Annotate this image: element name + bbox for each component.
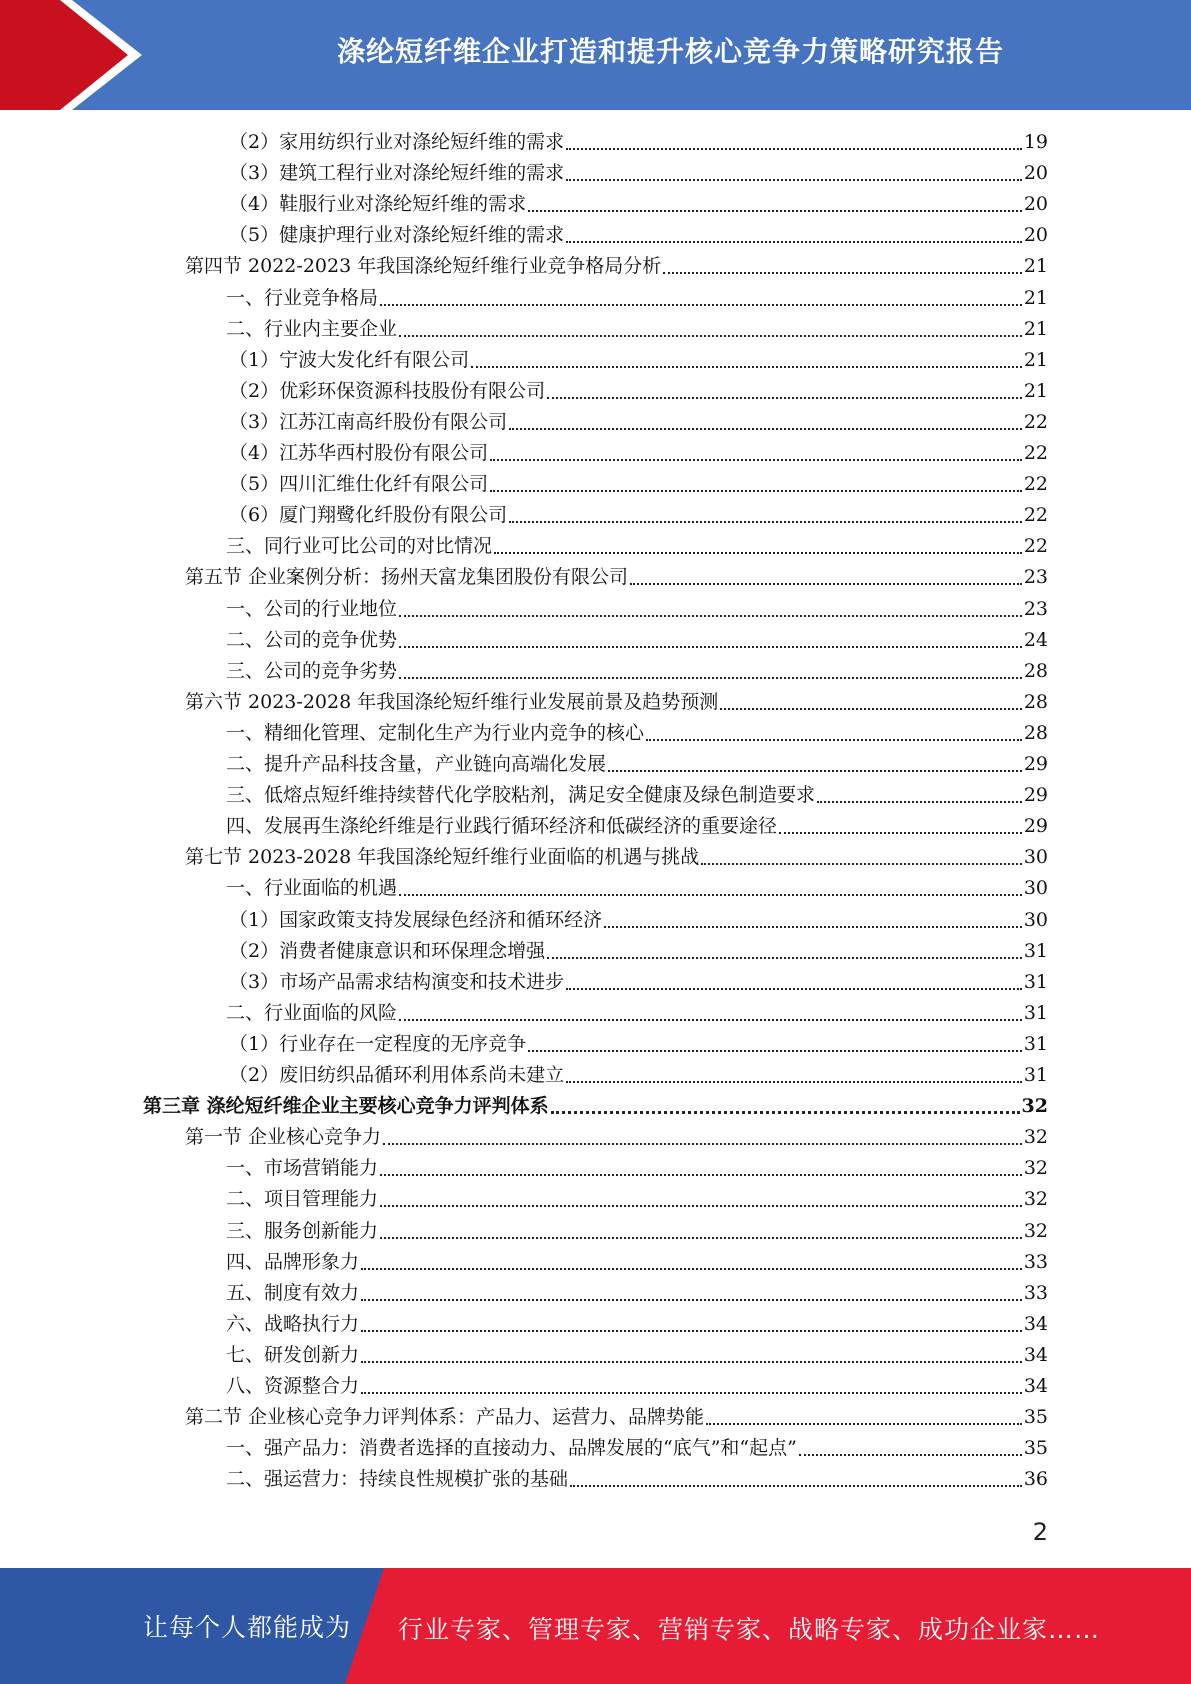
toc-dot-leader	[604, 926, 1022, 928]
toc-entry-page: 28	[1023, 721, 1048, 744]
toc-entry-page: 21	[1023, 317, 1048, 340]
toc-entry-page: 32	[1023, 1188, 1048, 1211]
toc-entry-title: （4）江苏华西村股份有限公司	[229, 442, 489, 464]
toc-entry[interactable]	[226, 1309, 1048, 1340]
toc-section-entry[interactable]	[185, 251, 1048, 282]
toc-entry[interactable]	[229, 469, 1048, 500]
toc-entry[interactable]	[226, 1340, 1048, 1371]
toc-entry-title: （3）建筑工程行业对涤纶短纤维的需求	[229, 162, 565, 185]
toc-entry[interactable]	[226, 1153, 1048, 1184]
toc-entry-title: （5）四川汇维仕化纤有限公司	[229, 473, 489, 496]
toc-entry-title: 二、提升产品科技含量，产业链向高端化发展	[226, 753, 607, 775]
toc-section-entry[interactable]	[185, 1122, 1048, 1153]
toc-dot-leader	[547, 957, 1022, 959]
toc-entry-title: （1）行业存在一定程度的无序竞争	[229, 1032, 527, 1055]
toc-entry-page: 31	[1023, 1001, 1048, 1024]
toc-entry[interactable]	[226, 1184, 1048, 1215]
toc-dot-leader	[399, 1019, 1022, 1021]
toc-entry[interactable]	[229, 220, 1048, 251]
toc-entry-page: 20	[1023, 193, 1048, 216]
toc-entry-page: 32	[1023, 1157, 1048, 1180]
toc-entry-title: 七、研发创新力	[226, 1343, 360, 1366]
toc-entry-page: 35	[1023, 1406, 1048, 1429]
toc-entry-title: 三、服务创新能力	[226, 1219, 379, 1242]
toc-entry-page: 34	[1023, 1343, 1048, 1366]
toc-entry-page: 31	[1023, 1064, 1048, 1086]
toc-dot-leader	[380, 1237, 1022, 1239]
toc-dot-leader	[817, 801, 1022, 803]
toc-entry-title: 第一节 企业核心竞争力	[185, 1126, 382, 1149]
toc-entry-title: （5）健康护理行业对涤纶短纤维的需求	[229, 224, 565, 247]
toc-entry-page: 28	[1023, 659, 1048, 682]
toc-dot-leader	[551, 1111, 1020, 1114]
toc-dot-leader	[399, 677, 1022, 679]
toc-entry-page: 35	[1023, 1437, 1048, 1460]
toc-entry-title: 二、行业内主要企业	[226, 317, 398, 340]
toc-entry-title: 一、精细化管理、定制化生产为行业内竞争的核心	[226, 721, 645, 744]
toc-entry[interactable]	[226, 1371, 1048, 1402]
toc-dot-leader	[720, 708, 1022, 710]
toc-dot-leader	[701, 863, 1022, 865]
toc-entry-page: 22	[1023, 535, 1048, 558]
toc-entry-title: 三、低熔点短纤维持续替代化学胶粘剂，满足安全健康及绿色制造要求	[226, 784, 816, 807]
toc-entry-page: 32	[1021, 1095, 1048, 1118]
toc-entry-title: 一、行业面临的机遇	[226, 877, 398, 900]
toc-entry-page: 29	[1023, 784, 1048, 807]
toc-dot-leader	[779, 832, 1022, 834]
toc-entry-page: 20	[1023, 224, 1048, 247]
footer-slogan-left: 让每个人都能成为	[143, 1613, 352, 1642]
toc-dot-leader	[361, 1392, 1022, 1394]
toc-section-entry[interactable]	[185, 687, 1048, 718]
toc-dot-leader	[566, 1081, 1022, 1083]
toc-entry-title: 二、行业面临的风险	[226, 1001, 398, 1024]
toc-entry[interactable]	[229, 905, 1048, 936]
toc-entry-page: 21	[1023, 286, 1048, 309]
toc-entry-page: 21	[1023, 379, 1048, 402]
toc-entry-title: 第七节 2023-2028 年我国涤纶短纤维行业面临的机遇与挑战	[185, 846, 700, 869]
toc-dot-leader	[509, 428, 1022, 430]
toc-entry[interactable]	[226, 1464, 1048, 1495]
toc-entry-page: 20	[1023, 162, 1048, 185]
toc-entry-title: 四、品牌形象力	[226, 1250, 360, 1273]
toc-dot-leader	[490, 490, 1022, 492]
toc-entry-page: 29	[1023, 753, 1048, 775]
toc-entry-title: 四、发展再生涤纶纤维是行业践行循环经济和低碳经济的重要途径	[226, 815, 778, 838]
toc-dot-leader	[799, 1454, 1022, 1456]
toc-dot-leader	[380, 1174, 1022, 1176]
toc-entry[interactable]	[229, 967, 1048, 998]
toc-entry-title: 三、同行业可比公司的对比情况	[226, 535, 493, 558]
toc-entry-page: 28	[1023, 690, 1048, 713]
toc-dot-leader	[663, 272, 1022, 274]
toc-entry-page: 31	[1023, 939, 1048, 962]
toc-entry-page: 22	[1023, 442, 1048, 464]
toc-dot-leader	[399, 335, 1022, 337]
toc-entry-page: 22	[1023, 504, 1048, 527]
toc-dot-leader	[361, 1268, 1022, 1270]
toc-entry-title: （2）消费者健康意识和环保理念增强	[229, 939, 546, 962]
toc-entry-title: 第二节 企业核心竞争力评判体系：产品力、运营力、品牌势能	[185, 1406, 705, 1429]
toc-entry[interactable]	[226, 873, 1048, 904]
toc-dot-leader	[528, 210, 1022, 212]
toc-dot-leader	[361, 1299, 1022, 1301]
toc-entry-title: （3）江苏江南高纤股份有限公司	[229, 410, 508, 433]
toc-entry-page: 30	[1023, 846, 1048, 869]
toc-entry-title: 三、公司的竞争劣势	[226, 659, 398, 682]
toc-entry-page: 34	[1023, 1312, 1048, 1335]
toc-dot-leader	[528, 1050, 1022, 1052]
chevron-arrow-icon	[0, 0, 160, 110]
toc-dot-leader	[361, 1361, 1022, 1363]
toc-entry[interactable]	[229, 158, 1048, 189]
toc-entry-title: 六、战略执行力	[226, 1312, 360, 1335]
toc-entry-page: 24	[1023, 628, 1048, 651]
toc-entry[interactable]	[229, 376, 1048, 407]
toc-dot-leader	[646, 739, 1022, 741]
toc-dot-leader	[361, 1330, 1022, 1332]
report-title: 涤纶短纤维企业打造和提升核心竞争力策略研究报告	[336, 35, 1004, 68]
toc-entry[interactable]	[229, 127, 1048, 158]
toc-entry-page: 19	[1023, 131, 1048, 153]
toc-entry[interactable]	[229, 345, 1048, 376]
toc-entry-title: 第五节 企业案例分析：扬州天富龙集团股份有限公司	[185, 566, 629, 589]
toc-entry-page: 34	[1023, 1375, 1048, 1397]
toc-entry[interactable]	[226, 283, 1048, 314]
toc-entry[interactable]	[226, 531, 1048, 562]
toc-entry-page: 29	[1023, 815, 1048, 838]
toc-entry-page: 33	[1023, 1250, 1048, 1273]
toc-entry[interactable]	[229, 189, 1048, 220]
toc-entry-title: 二、强运营力：持续良性规模扩张的基础	[226, 1468, 569, 1491]
toc-entry-title: 第三章 涤纶短纤维企业主要核心竞争力评判体系	[143, 1095, 549, 1118]
toc-entry[interactable]	[226, 811, 1048, 842]
toc-entry-title: 第六节 2023-2028 年我国涤纶短纤维行业发展前景及趋势预测	[185, 690, 719, 713]
toc-entry[interactable]	[229, 407, 1048, 438]
toc-entry[interactable]	[226, 1247, 1048, 1278]
toc-entry-page: 22	[1023, 410, 1048, 433]
toc-entry-title: （2）废旧纺织品循环利用体系尚未建立	[229, 1064, 565, 1086]
toc-entry-title: 一、行业竞争格局	[226, 286, 379, 309]
toc-entry-title: （4）鞋服行业对涤纶短纤维的需求	[229, 193, 527, 216]
toc-section-entry[interactable]	[185, 842, 1048, 873]
toc-dot-leader	[608, 770, 1022, 772]
toc-entry[interactable]	[226, 594, 1048, 625]
toc-entry-page: 32	[1023, 1126, 1048, 1149]
toc-entry[interactable]	[226, 625, 1048, 656]
toc-entry[interactable]	[226, 749, 1048, 780]
toc-entry[interactable]	[226, 314, 1048, 345]
toc-entry-title: （6）厦门翔鹭化纤股份有限公司	[229, 504, 508, 527]
toc-entry[interactable]	[229, 1029, 1048, 1060]
toc-chapter-entry[interactable]	[143, 1091, 1048, 1122]
toc-entry-title: （2）家用纺织行业对涤纶短纤维的需求	[229, 131, 565, 153]
toc-dot-leader	[566, 148, 1022, 150]
toc-entry-page: 30	[1023, 908, 1048, 931]
toc-entry[interactable]	[226, 998, 1048, 1029]
toc-entry[interactable]	[226, 780, 1048, 811]
toc-section-entry[interactable]	[185, 1402, 1048, 1433]
toc-entry-title: （1）国家政策支持发展绿色经济和循环经济	[229, 908, 603, 931]
toc-dot-leader	[566, 241, 1022, 243]
toc-entry-page: 32	[1023, 1219, 1048, 1242]
toc-dot-leader	[566, 179, 1022, 181]
footer-slogan-right: 行业专家、管理专家、营销专家、战略专家、成功企业家……	[398, 1615, 1101, 1644]
report-header	[0, 0, 1191, 110]
toc-dot-leader	[706, 1423, 1022, 1425]
toc-entry-title: 八、资源整合力	[226, 1375, 360, 1397]
toc-entry-title: 一、市场营销能力	[226, 1157, 379, 1180]
toc-entry[interactable]	[229, 500, 1048, 531]
toc-entry-page: 31	[1023, 1032, 1048, 1055]
toc-entry-title: （1）宁波大发化纤有限公司	[229, 348, 470, 371]
toc-entry-page: 30	[1023, 877, 1048, 900]
toc-dot-leader	[494, 552, 1022, 554]
toc-dot-leader	[566, 988, 1022, 990]
toc-dot-leader	[380, 304, 1022, 306]
toc-entry-title: 一、公司的行业地位	[226, 597, 398, 620]
toc-dot-leader	[383, 1143, 1022, 1145]
toc-dot-leader	[471, 366, 1022, 368]
toc-entry-page: 21	[1023, 348, 1048, 371]
toc-entry[interactable]	[226, 1216, 1048, 1247]
toc-entry[interactable]	[226, 1278, 1048, 1309]
toc-entry[interactable]	[229, 438, 1048, 469]
toc-section-entry[interactable]	[185, 562, 1048, 593]
toc-entry-page: 23	[1023, 566, 1048, 589]
toc-entry-page: 23	[1023, 597, 1048, 620]
footer-banner	[0, 1568, 1191, 1684]
toc-entry-title: 五、制度有效力	[226, 1281, 360, 1304]
page-number: 2	[1032, 1518, 1048, 1546]
toc-entry[interactable]	[226, 656, 1048, 687]
toc-entry-title: （2）优彩环保资源科技股份有限公司	[229, 379, 546, 402]
toc-dot-leader	[509, 521, 1022, 523]
toc-entry-title: 二、项目管理能力	[226, 1188, 379, 1211]
toc-dot-leader	[399, 615, 1022, 617]
toc-dot-leader	[399, 646, 1022, 648]
toc-dot-leader	[399, 894, 1022, 896]
toc-dot-leader	[547, 397, 1022, 399]
toc-dot-leader	[490, 459, 1022, 461]
toc-dot-leader	[630, 583, 1022, 585]
toc-entry-title: 第四节 2022-2023 年我国涤纶短纤维行业竞争格局分析	[185, 255, 662, 278]
toc-dot-leader	[570, 1485, 1022, 1487]
toc-entry[interactable]	[229, 1060, 1048, 1091]
toc-entry-page: 21	[1023, 255, 1048, 278]
toc-entry[interactable]	[226, 1433, 1048, 1464]
toc-entry[interactable]	[226, 718, 1048, 749]
toc-entry-title: （3）市场产品需求结构演变和技术进步	[229, 970, 565, 993]
toc-entry-title: 一、强产品力：消费者选择的直接动力、品牌发展的“底气”和“起点”	[226, 1437, 797, 1460]
toc-entry-page: 31	[1023, 970, 1048, 993]
toc-entry-title: 二、公司的竞争优势	[226, 628, 398, 651]
toc-entry[interactable]	[229, 936, 1048, 967]
toc-entry-page: 36	[1023, 1468, 1048, 1491]
toc-dot-leader	[380, 1205, 1022, 1207]
toc-entry-page: 22	[1023, 473, 1048, 496]
toc-entry-page: 33	[1023, 1281, 1048, 1304]
